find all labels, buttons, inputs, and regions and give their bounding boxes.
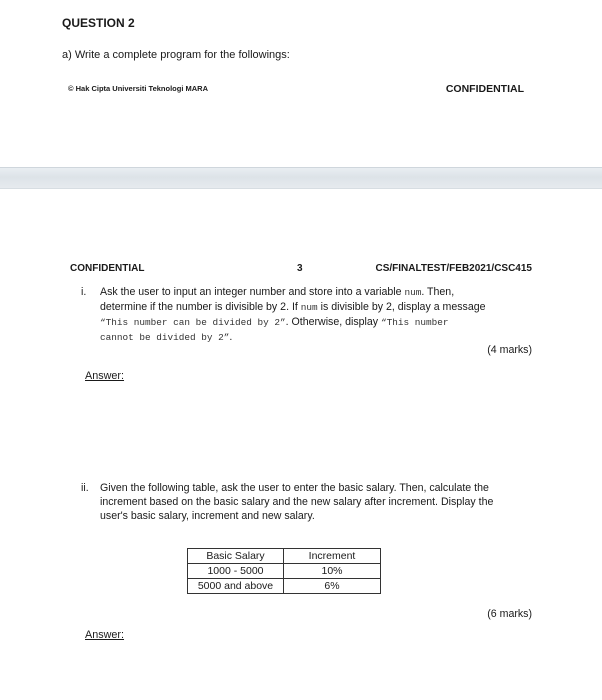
table-cell: 5000 and above [188,579,284,594]
message-not-divisible-start: “This number [381,317,449,328]
question-title: QUESTION 2 [62,16,135,30]
question-i-line-2: determine if the number is divisible by 2. If num is divisible by 2, display a message [100,301,486,313]
table-row [188,579,381,594]
table-cell: 6% [284,579,381,594]
answer-label-i: Answer: [85,370,125,382]
table-cell: 1000 - 5000 [188,564,284,579]
message-not-divisible-end: cannot be divided by 2” [100,332,230,343]
question-ii-line-3: user's basic salary, increment and new salary. [100,510,315,522]
salary-increment-table [187,548,381,594]
copyright-notice: © Hak Cipta Universiti Teknologi MARA [68,84,208,93]
course-code: CS/FINALTEST/FEB2021/CSC415 [375,263,532,274]
question-i-line-1: Ask the user to input an integer number and store into a variable num. Then, [100,286,455,298]
table-header-row [188,549,381,564]
marks-ii: (6 marks) [487,608,532,620]
marks-i: (4 marks) [487,344,532,356]
item-number-ii: ii. [81,482,89,494]
column-header-increment: Increment [284,549,381,564]
message-divisible: “This number can be divided by 2” [100,317,286,328]
question-i-text [100,285,533,345]
answer-label-ii: Answer: [85,629,125,641]
question-intro: a) Write a complete program for the followings: [62,49,290,61]
variable-num: num [404,287,422,298]
column-header-basic-salary: Basic Salary [188,549,284,564]
question-ii-line-2: increment based on the basic salary and the new salary after increment. Display the [100,496,494,508]
variable-num: num [300,302,318,313]
page-number: 3 [297,263,303,274]
question-i-line-4: cannot be divided by 2”. [100,331,233,343]
question-i-line-3: “This number can be divided by 2”. Otherwise, display “This number [100,316,449,328]
page-break-divider [0,167,602,189]
item-number-i: i. [81,286,87,298]
confidential-label: CONFIDENTIAL [445,83,524,95]
table-cell: 10% [284,564,381,579]
table-row [188,564,381,579]
header-confidential: CONFIDENTIAL [70,263,145,274]
question-ii-line-1: Given the following table, ask the user to enter the basic salary. Then, calculate the [100,482,489,494]
question-ii-text [100,481,533,523]
